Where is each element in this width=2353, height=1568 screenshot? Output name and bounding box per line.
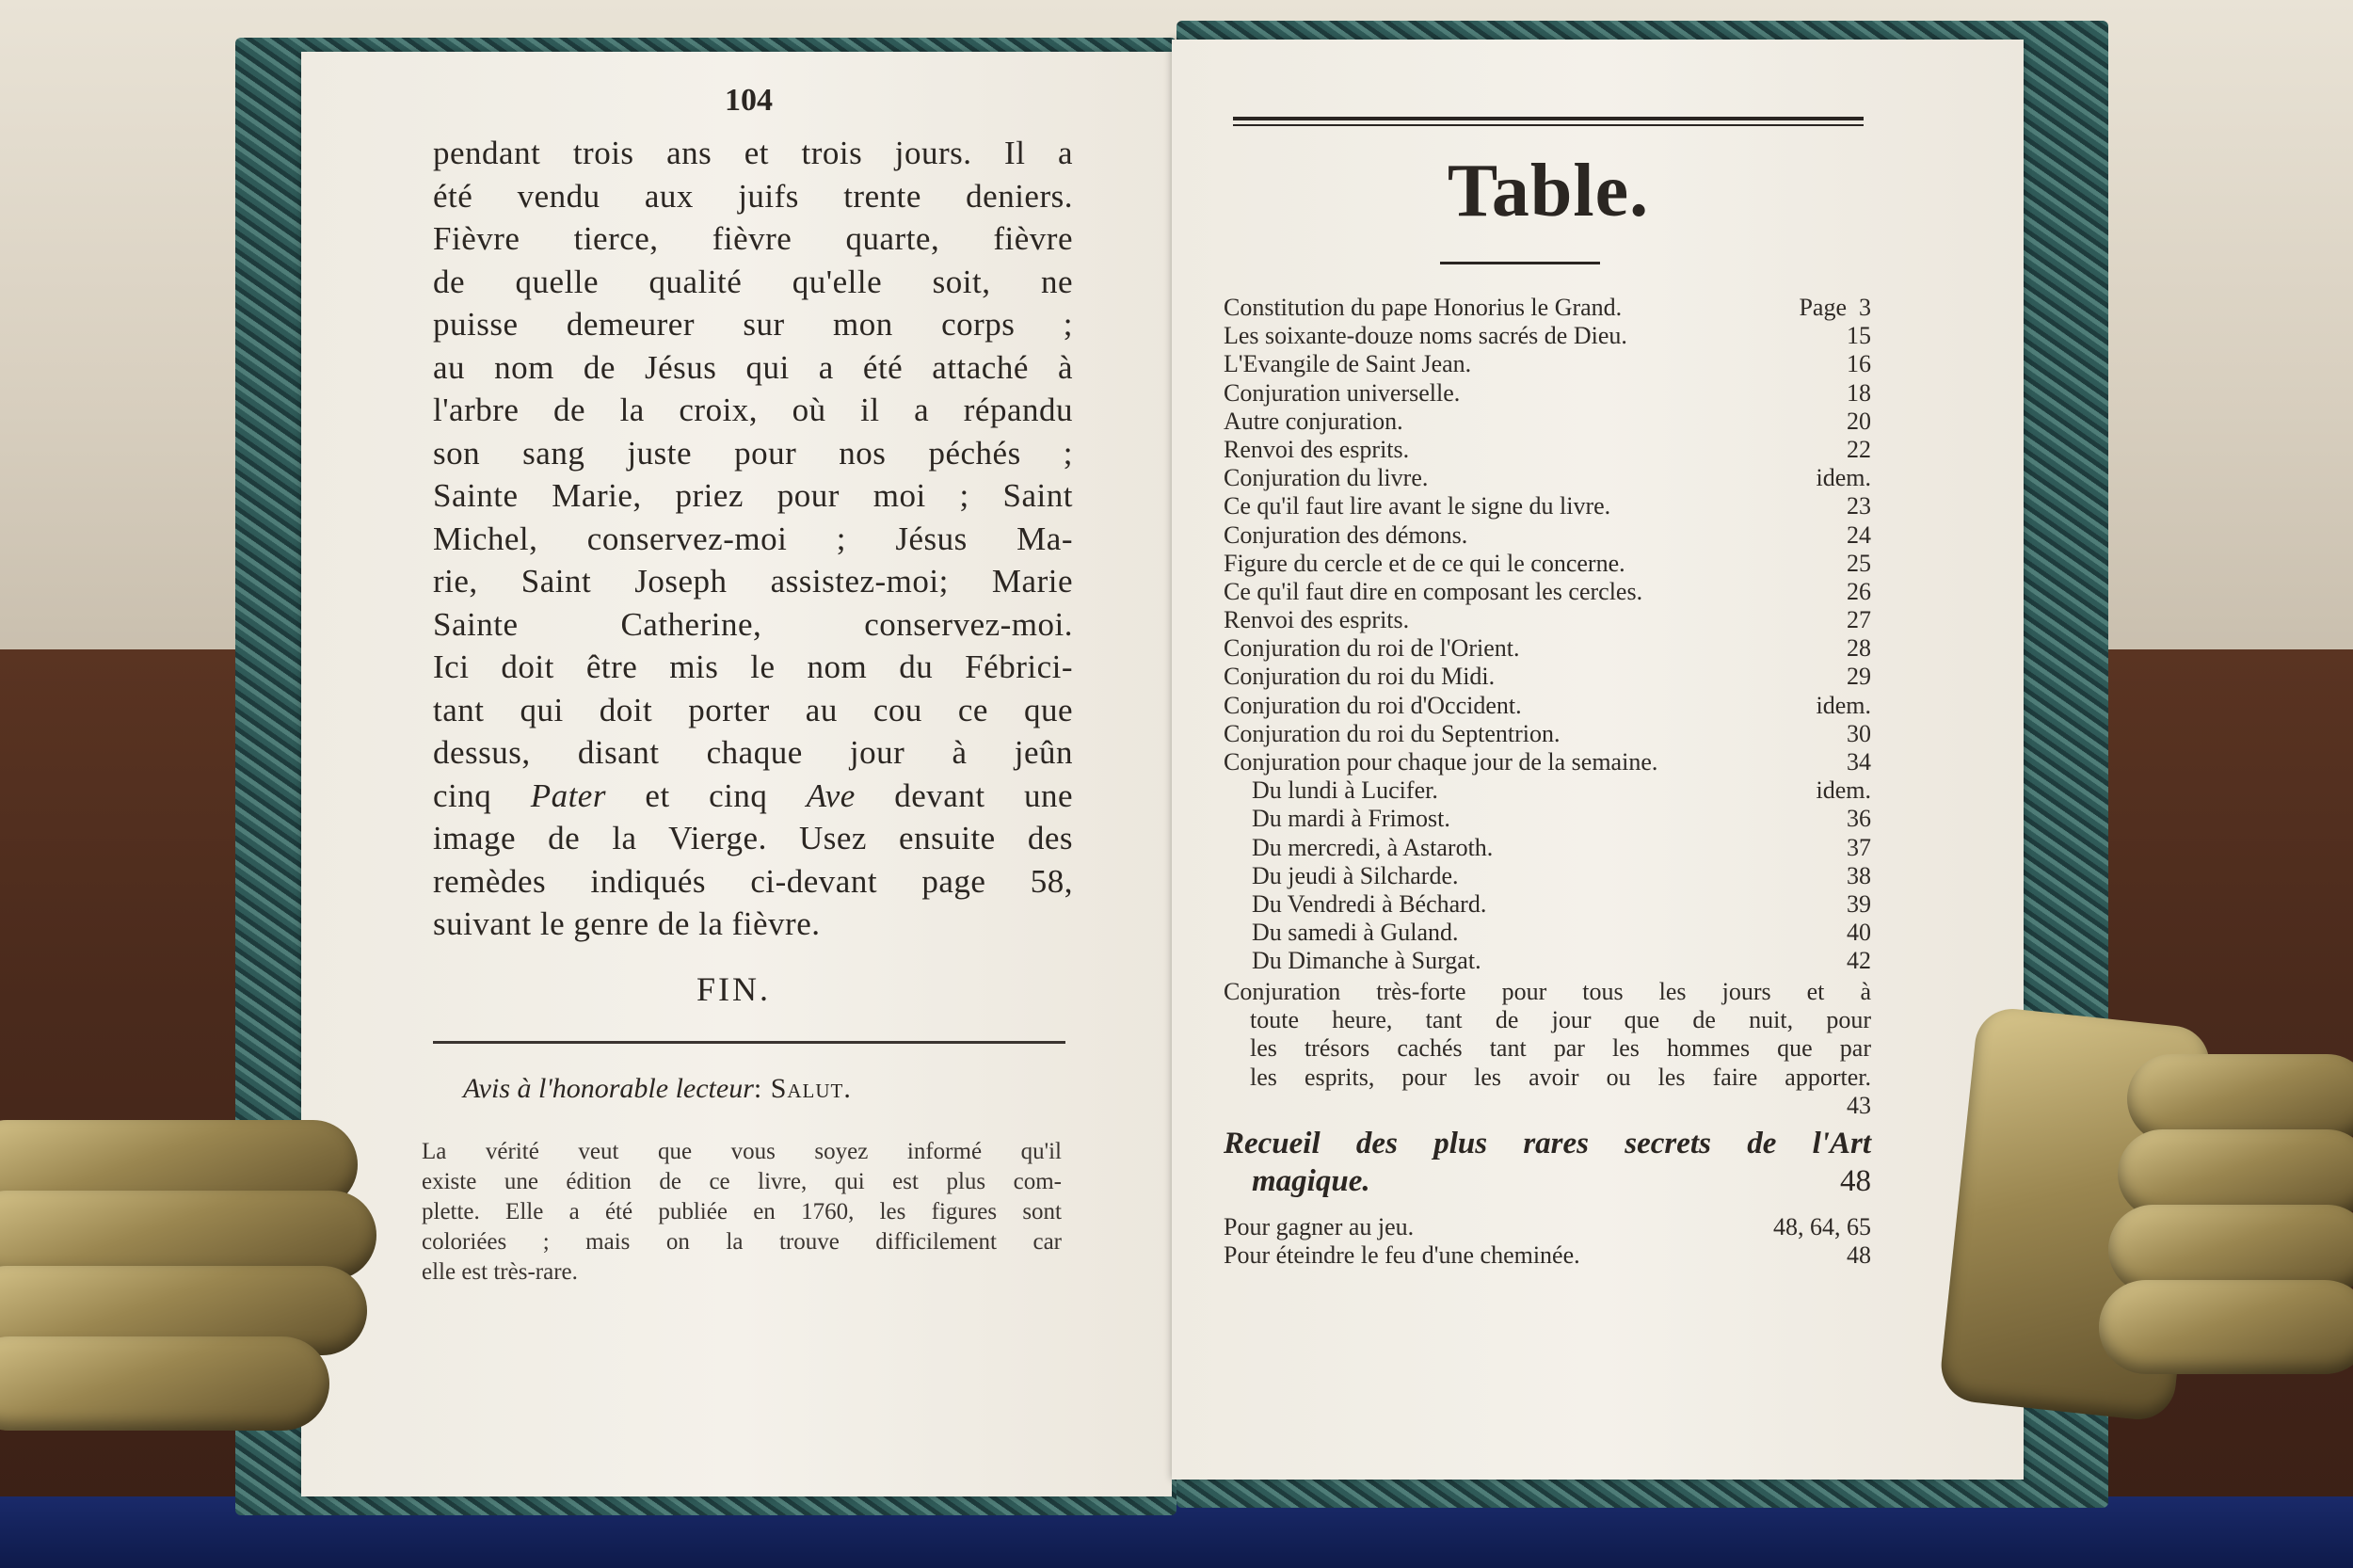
toc-entry-page: idem. (1816, 776, 1871, 805)
toc-entry (1224, 464, 1871, 492)
toc-entry (1224, 776, 1871, 805)
toc-entry (1224, 408, 1871, 436)
toc-entry-page: 39 (1847, 889, 1871, 918)
toc-entry (1224, 862, 1871, 890)
toc-entry (1224, 379, 1871, 408)
text-line (433, 775, 1073, 817)
toc-entry (1224, 350, 1871, 378)
toc-entry-title: L'Evangile de Saint Jean. (1224, 350, 1472, 378)
secret-entry-title: Pour éteindre le feu d'une cheminée. (1224, 1241, 1580, 1270)
text-segment: devant une (894, 776, 1074, 814)
text-line: dessus, disant chaque jour à jeûn (433, 734, 1073, 771)
text-line: été vendu aux juifs trente deniers. (433, 177, 1073, 215)
text-line: de quelle qualité qu'elle soit, ne (433, 263, 1073, 300)
notice-salut: : Salut. (753, 1073, 852, 1104)
toc-entry-title: Les soixante-douze noms sacrés de Dieu. (1224, 322, 1627, 350)
notice-line: La vérité veut que vous soyez informé qu'il (422, 1139, 1062, 1164)
section-heading-cont: magique. (1252, 1164, 1370, 1198)
notice-title: Avis à l'honorable lecteur (463, 1073, 754, 1104)
toc-entry-title: Constitution du pape Honorius le Grand. (1224, 294, 1623, 321)
section-heading: Recueil des plus rares secrets de l'Art (1224, 1127, 1871, 1160)
toc-entry (1224, 663, 1871, 691)
secret-entry-title: Pour gagner au jeu. (1224, 1213, 1415, 1240)
text-line: suivant le genre de la fièvre. (433, 905, 821, 942)
toc-entry-page: 28 (1847, 634, 1871, 663)
text-line: au nom de Jésus qui a été attaché à (433, 348, 1073, 386)
secret-entry-page: 48 (1847, 1241, 1871, 1270)
toc-entry (1224, 606, 1871, 634)
notice-heading (463, 1073, 852, 1105)
toc-entry (1224, 322, 1871, 350)
toc-entry (1224, 805, 1871, 833)
toc-entry-title: Du mardi à Frimost. (1252, 805, 1450, 833)
long-entry-page: 43 (1847, 1091, 1871, 1119)
top-double-rule (1233, 117, 1864, 126)
toc-entry-page: 26 (1847, 577, 1871, 605)
toc-entry-title: Renvoi des esprits. (1224, 435, 1410, 463)
toc-entry-title: Conjuration du livre. (1224, 464, 1429, 492)
page-number: 104 (725, 83, 773, 118)
toc-entry-title: Du samedi à Guland. (1252, 919, 1459, 947)
fin-heading: FIN. (696, 970, 772, 1008)
toc-entry-title: Du Vendredi à Béchard. (1252, 889, 1487, 918)
toc-entry-title: Conjuration du roi de l'Orient. (1224, 634, 1520, 663)
text-line: tant qui doit porter au cou ce que (433, 691, 1073, 728)
toc-entry-page: 34 (1847, 748, 1871, 776)
toc-entry (1224, 550, 1871, 578)
text-line: l'arbre de la croix, où il a répandu (433, 392, 1073, 428)
toc-entry (1224, 436, 1871, 464)
toc-entry-page: 20 (1847, 407, 1871, 435)
toc-entry-title: Conjuration des démons. (1224, 520, 1468, 549)
toc-entry-title: Du Dimanche à Surgat. (1252, 947, 1481, 975)
toc-entry-title: Du jeudi à Silcharde. (1252, 861, 1459, 889)
secrets-list (1224, 1213, 1871, 1270)
text-line: Ici doit être mis le nom du Fébrici- (433, 648, 1073, 685)
notice-line: plette. Elle a été publiée en 1760, les figures sont (422, 1199, 1062, 1224)
toc-entry-page: 37 (1847, 833, 1871, 861)
toc-entry-page: 25 (1847, 549, 1871, 577)
text-line: Michel, conservez-moi ; Jésus Ma- (433, 520, 1073, 557)
toc-entry-page: Page 3 (1799, 294, 1871, 321)
section-heading-row (1224, 1164, 1871, 1199)
toc-entry (1224, 578, 1871, 606)
toc-entry-title: Ce qu'il faut dire en composant les cercles. (1224, 577, 1643, 605)
toc-entry (1224, 521, 1871, 550)
toc-entry-page: 36 (1847, 805, 1871, 833)
toc-entry-page: 42 (1847, 947, 1871, 975)
text-line: pendant trois ans et trois jours. Il a (433, 135, 1073, 171)
text-line: image de la Vierge. Usez ensuite des (433, 820, 1073, 856)
text-line: puisse demeurer sur mon corps ; (433, 306, 1073, 343)
toc-entry-title: Conjuration du roi d'Occident. (1224, 691, 1522, 719)
long-entry (1224, 978, 1871, 1120)
text-line: Sainte Marie, priez pour moi ; Saint (433, 477, 1073, 514)
toc-entry (1224, 492, 1871, 520)
long-entry-line: Conjuration très-forte pour tous les jours et à (1224, 978, 1871, 1005)
toc-entry-page: 29 (1847, 663, 1871, 691)
toc-entry-title: Autre conjuration. (1224, 407, 1403, 435)
toc-entry-title: Conjuration du roi du Septentrion. (1224, 719, 1561, 747)
table-of-contents (1224, 294, 1871, 976)
toc-entry-title: Conjuration du roi du Midi. (1224, 663, 1496, 691)
text-line: Sainte Catherine, conservez-moi. (433, 605, 1073, 643)
title-rule (1440, 262, 1600, 264)
section-page: 48 (1840, 1164, 1871, 1198)
toc-entry-title: Conjuration pour chaque jour de la semaine. (1224, 748, 1658, 776)
long-entry-line: toute heure, tant de jour que de nuit, pour (1250, 1006, 1871, 1034)
italic-pater: Pater (530, 776, 606, 814)
toc-entry-page: idem. (1816, 691, 1871, 719)
text-line: Fièvre tierce, fièvre quarte, fièvre (433, 220, 1073, 257)
toc-entry (1224, 919, 1871, 947)
toc-entry-page: 23 (1847, 492, 1871, 520)
toc-entry (1224, 692, 1871, 720)
toc-entry (1224, 294, 1871, 322)
toc-entry-page: 40 (1847, 919, 1871, 947)
text-segment: cinq (433, 776, 492, 814)
secret-entry (1224, 1241, 1871, 1270)
notice-line: coloriées ; mais on la trouve difficilement car (422, 1229, 1062, 1255)
text-line: rie, Saint Joseph assistez-moi; Marie (433, 563, 1073, 600)
text-line: son sang juste pour nos péchés ; (433, 434, 1073, 472)
toc-entry (1224, 947, 1871, 975)
toc-entry-page: 38 (1847, 861, 1871, 889)
secret-entry (1224, 1213, 1871, 1241)
toc-entry-title: Figure du cercle et de ce qui le concerne. (1224, 549, 1625, 577)
toc-entry-page: 16 (1847, 350, 1871, 378)
toc-entry-title: Renvoi des esprits. (1224, 606, 1410, 634)
toc-entry-title: Conjuration universelle. (1224, 378, 1461, 407)
toc-entry-page: idem. (1816, 464, 1871, 492)
toc-entry (1224, 890, 1871, 919)
text-line: remèdes indiqués ci-devant page 58, (433, 862, 1073, 900)
toc-entry-title: Du mercredi, à Astaroth. (1252, 833, 1494, 861)
toc-entry-title: Ce qu'il faut lire avant le signe du livre. (1224, 492, 1611, 520)
toc-entry-page: 24 (1847, 520, 1871, 549)
toc-entry-title: Du lundi à Lucifer. (1252, 776, 1438, 805)
toc-entry (1224, 748, 1871, 776)
divider-rule (433, 1041, 1065, 1044)
table-title: Table. (1447, 150, 1650, 232)
italic-ave: Ave (806, 776, 856, 814)
toc-entry (1224, 720, 1871, 748)
text-segment: et cinq (645, 776, 768, 814)
notice-line: existe une édition de ce livre, qui est plus com- (422, 1169, 1062, 1194)
toc-entry-page: 27 (1847, 606, 1871, 634)
toc-entry (1224, 834, 1871, 862)
notice-line: elle est très-rare. (422, 1259, 578, 1285)
secret-entry-page: 48, 64, 65 (1773, 1213, 1871, 1240)
toc-entry-page: 30 (1847, 719, 1871, 747)
toc-entry (1224, 634, 1871, 663)
toc-entry-page: 15 (1847, 322, 1871, 350)
toc-entry-page: 22 (1847, 435, 1871, 463)
toc-entry-page: 18 (1847, 378, 1871, 407)
long-entry-line: les esprits, pour les avoir ou les faire apporter. (1250, 1063, 1871, 1091)
long-entry-line: les trésors cachés tant par les hommes que par (1250, 1034, 1871, 1063)
